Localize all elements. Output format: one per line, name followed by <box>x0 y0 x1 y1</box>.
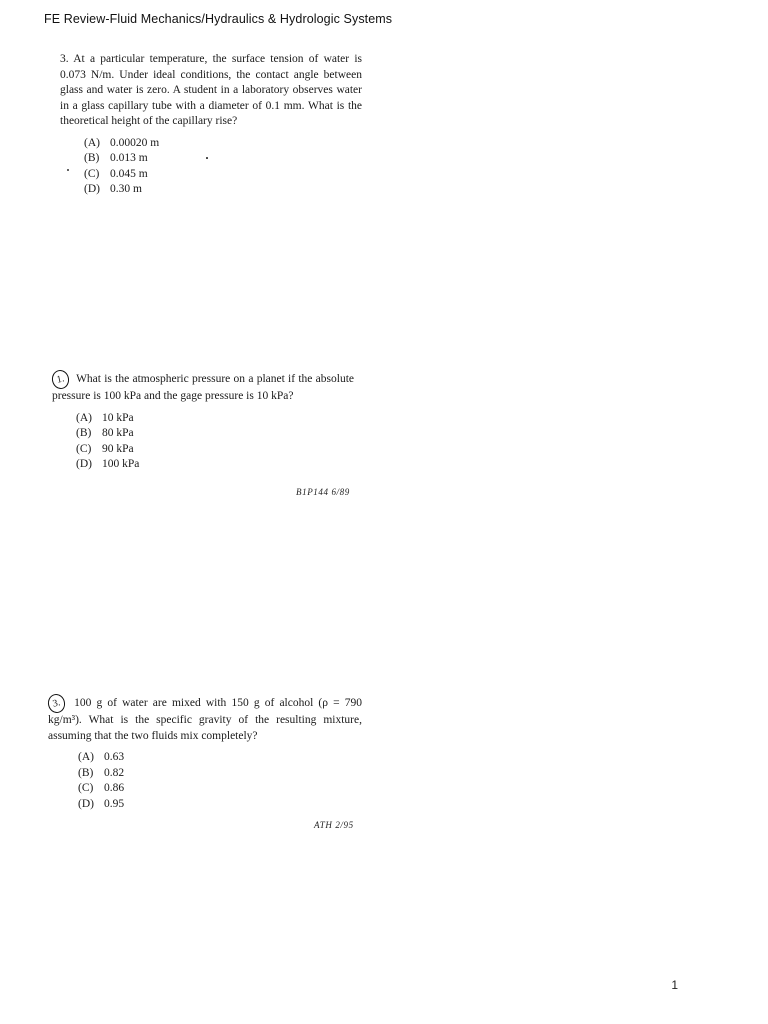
answer-choices <box>76 411 354 473</box>
choice-a <box>84 136 362 152</box>
problem-text: 100 g of water are mixed with 150 g of alcohol (ρ = 790 kg/m³). What is the specific gravity of the resulting mixture, assuming that the two fluids mix completely? <box>48 697 363 742</box>
choice-c <box>76 442 354 458</box>
choice-text: 0.00020 m <box>110 136 160 149</box>
choice-letter: (D) <box>78 797 94 810</box>
choice-text: 0.86 <box>104 782 125 794</box>
page-number: 1 <box>671 978 678 992</box>
choice-letter: (D) <box>76 458 92 470</box>
choice-c <box>84 167 362 183</box>
problem-specific-gravity <box>48 694 362 812</box>
problem-stem <box>48 694 362 744</box>
problem-stem <box>60 52 362 130</box>
problem-text: At a particular temperature, the surface tension of water is 0.073 N/m. Under ideal conditions, the contact angle between glass and water is zero. A student in a laboratory observes water in a glass capillary tube with a diameter of 0.1 mm. What is the theoretical height of the capillary rise? <box>60 53 363 127</box>
choice-b <box>84 151 362 167</box>
problem-number: 3. <box>60 53 69 65</box>
problem-source-code: B1P144 6/89 <box>296 487 350 497</box>
choice-text: 80 kPa <box>102 427 134 439</box>
choice-text: 0.95 <box>104 797 125 810</box>
answer-choices <box>84 136 362 198</box>
choice-letter: (B) <box>84 152 100 164</box>
choice-letter: (A) <box>84 136 100 149</box>
choice-d <box>78 797 362 813</box>
problem-text: What is the atmospheric pressure on a planet if the absolute pressure is 100 kPa and the gage pressure is 10 kPa? <box>52 373 354 402</box>
problem-capillary-rise <box>60 52 362 198</box>
choice-letter: (A) <box>76 411 92 424</box>
cropped-source-mark <box>316 215 364 218</box>
choice-letter: (C) <box>84 167 100 180</box>
choice-text: 0.63 <box>104 751 125 763</box>
choice-a <box>78 750 362 766</box>
choice-text: 90 kPa <box>102 442 134 455</box>
choice-letter: (C) <box>76 442 92 455</box>
problem-source-code: ATH 2/95 <box>314 820 354 830</box>
problem-stem <box>52 370 354 405</box>
stray-mark <box>206 157 208 159</box>
choice-letter: (A) <box>78 751 94 763</box>
choice-letter: (B) <box>76 427 92 439</box>
choice-text: 0.045 m <box>110 167 148 180</box>
choice-letter: (C) <box>78 782 94 794</box>
choice-text: 100 kPa <box>102 458 140 470</box>
choice-text: 10 kPa <box>102 411 134 424</box>
choice-b <box>78 766 362 782</box>
choice-letter: (D) <box>84 183 100 195</box>
choice-text: 0.30 m <box>110 183 142 195</box>
choice-b <box>76 426 354 442</box>
answer-choices <box>78 750 362 812</box>
choice-d <box>84 182 362 198</box>
circled-problem-number: 1. <box>50 368 71 390</box>
choice-a <box>76 411 354 427</box>
choice-letter: (B) <box>78 766 94 779</box>
choice-d <box>76 457 354 473</box>
choice-text: 0.013 m <box>110 152 148 164</box>
page-header-title: FE Review-Fluid Mechanics/Hydraulics & Hydrologic Systems <box>44 12 393 26</box>
problem-atmospheric-pressure <box>52 370 354 473</box>
circled-problem-number: 3. <box>46 692 67 714</box>
stray-mark <box>67 169 69 171</box>
choice-text: 0.82 <box>104 766 125 779</box>
choice-c <box>78 781 362 797</box>
